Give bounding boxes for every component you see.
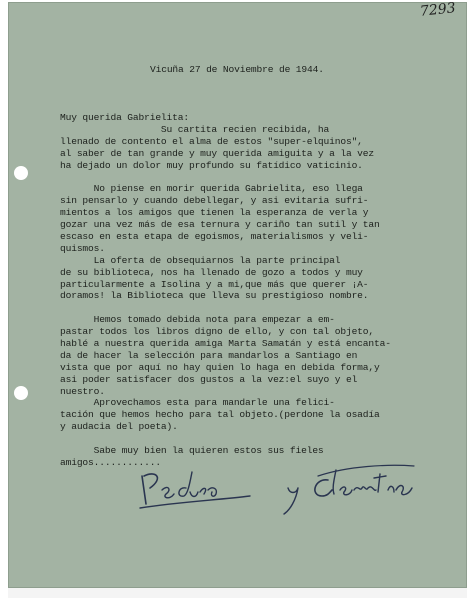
letter-line: pastar todos los libros digno de ello, y con tal objeto, bbox=[60, 326, 375, 338]
letter-line: vista que por aquí no hay quien lo haga en debida forma,y bbox=[60, 361, 380, 373]
letter-line: No piense en morir querida Gabrielita, eso llega bbox=[60, 183, 363, 195]
punch-hole-top bbox=[14, 166, 28, 180]
letter-line: nuestro. bbox=[60, 385, 105, 397]
letter-line: particularmente a Isolina y a mi,que más que querer ¡A- bbox=[60, 278, 369, 290]
letter-line: llenado de contento el alma de estos "super-elquinos", bbox=[60, 135, 363, 147]
letter-line: sin pensarlo y cuando debellegar, y asi evitaria sufri- bbox=[60, 195, 369, 207]
letter-line: de su biblioteca, nos ha llenado de gozo a todos y muy bbox=[60, 266, 363, 278]
letter-salutation: Muy querida Gabrielita: bbox=[60, 112, 189, 123]
letter-line: doramos! la Biblioteca que lleva su prestigioso nombre. bbox=[60, 290, 369, 302]
punch-hole-bottom bbox=[14, 386, 28, 400]
letter-line: ha dejado un dolor muy profundo su fatídico vaticinio. bbox=[60, 159, 363, 171]
letter-line: Su cartita recien recibida, ha bbox=[60, 124, 330, 135]
letter-body bbox=[60, 124, 391, 469]
archive-reference-number: 7293 bbox=[419, 0, 457, 20]
letter-line: escaso en esta etapa de egoismos, materialismos y veli- bbox=[60, 231, 369, 243]
letter-line: Aprovechamos esta para mandarle una felici- bbox=[60, 397, 335, 409]
letter-line: y audacia del poeta). bbox=[60, 421, 178, 433]
letter-line: mientos a los amigos que tienen la esperanza de verla y bbox=[60, 207, 369, 219]
letter-line: La oferta de obsequiarnos la parte principal bbox=[60, 254, 341, 266]
letter-line bbox=[60, 433, 391, 445]
letter-line: al saber de tan grande y muy querida amiguita y a la vez bbox=[60, 147, 375, 159]
letter-line: amigos............ bbox=[60, 456, 161, 468]
page-shadow bbox=[8, 588, 467, 598]
letter-line: Hemos tomado debida nota para empezar a em- bbox=[60, 314, 335, 326]
letter-line bbox=[60, 302, 391, 314]
letter-date: Vicuña 27 de Noviembre de 1944. bbox=[150, 64, 324, 75]
letter-line: gozar una vez más de esa ternura y cariño tan sutil y tan bbox=[60, 219, 380, 231]
letter-line: hablé a nuestra querida amiga Marta Samatán y está encanta- bbox=[60, 338, 391, 350]
letter-line bbox=[60, 172, 391, 184]
letter-line: quismos. bbox=[60, 242, 105, 254]
letter-line: da de hacer la selección para mandarlos a Santiago en bbox=[60, 349, 358, 361]
letter-line: asi poder satisfacer dos gustos a la vez:el suyo y el bbox=[60, 373, 358, 385]
handwritten-signature bbox=[138, 462, 418, 522]
letter-line: tación que hemos hecho para tal objeto.(perdone la osadía bbox=[60, 409, 380, 421]
letter-line: Sabe muy bien la quieren estos sus fieles bbox=[60, 445, 324, 457]
